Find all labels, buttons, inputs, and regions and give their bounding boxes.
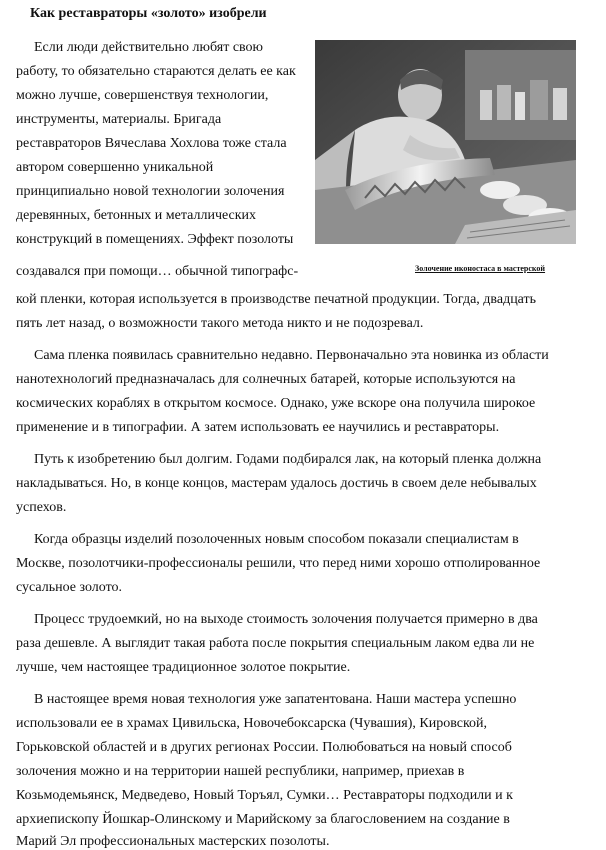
text-line: Горьковской областей и в других регионах России. Полюбоваться на новый способ <box>16 740 512 755</box>
text-line: нанотехнологий предназначалась для солнечных батарей, которые используются на <box>16 372 516 387</box>
text-line: Процесс трудоемкий, но на выходе стоимость золочения получается примерно в два <box>34 612 538 627</box>
text-line: работу, то обязательно стараются делать ее как <box>16 64 296 79</box>
text-line: раза дешевле. А выглядит такая работа после покрытия специальным лаком едва ли не <box>16 636 535 651</box>
text-line: кой пленки, которая используется в производстве печатной продукции. Тогда, двадцать <box>16 292 537 307</box>
text-line: создавался при помощи… обычной типографс- <box>16 264 299 279</box>
text-line: Сама пленка появилась сравнительно недавно. Первоначально эта новинка из области <box>34 348 549 363</box>
text-line: Путь к изобретению был долгим. Годами подбирался лак, на который пленка должна <box>34 452 542 467</box>
text-line: золочения можно и на территории нашей республики, например, приехав в <box>16 764 465 779</box>
text-line: пять лет назад, о возможности такого метода никто и не подозревал. <box>16 316 424 331</box>
text-line: применение и в типографии. А затем использовать ее научились и реставраторы. <box>16 420 500 435</box>
article-title: Как реставраторы «золото» изобрели <box>30 6 267 21</box>
text-line: успехов. <box>16 500 67 515</box>
text-line: принципиально новой технологии золочения <box>16 184 285 199</box>
workshop-photo-image <box>315 40 576 244</box>
text-line: архиепископу Йошкар-Олинскому и Марийскому за благословением на создание в <box>16 812 510 827</box>
text-line: космических кораблях в открытом космосе. Однако, уже вскоре она получила широкое <box>16 396 536 411</box>
photo-caption: Золочение иконостаса в мастерской <box>415 264 546 273</box>
text-line: лучше, чем настоящее традиционное золотое покрытие. <box>16 660 351 675</box>
text-line: использовали ее в храмах Цивильска, Новочебоксарска (Чувашия), Кировской, <box>16 716 488 731</box>
text-line: В настоящее время новая технология уже запатентована. Наши мастера успешно <box>34 692 517 707</box>
text-line: конструкций в помещениях. Эффект позолоты <box>16 232 294 247</box>
text-line: Козьмодемьянск, Медведево, Новый Торъял, Сумки… Реставраторы подходили и к <box>16 788 513 803</box>
text-line: можно лучше, совершенствуя технологии, <box>16 88 269 103</box>
text-line: сусальное золото. <box>16 580 122 595</box>
text-line: реставраторов Вячеслава Хохлова тоже стала <box>16 136 287 151</box>
text-line: деревянных, бетонных и металлических <box>16 208 257 223</box>
text-line: Марий Эл профессиональных мастерских позолоты. <box>16 834 330 849</box>
text-line: Когда образцы изделий позолоченных новым способом показали специалистам в <box>34 532 519 547</box>
text-line: инструменты, материалы. Бригада <box>16 112 222 127</box>
workshop-photo <box>315 40 576 244</box>
text-line: Если люди действительно любят свою <box>34 40 264 55</box>
text-line: автором совершенно уникальной <box>16 160 214 175</box>
text-line: Москве, позолотчики-профессионалы решили, что перед ними хорошо отполированное <box>16 556 541 571</box>
text-line: накладываться. Но, в конце концов, мастерам удалось достичь в своем деле небывалых <box>16 476 537 491</box>
